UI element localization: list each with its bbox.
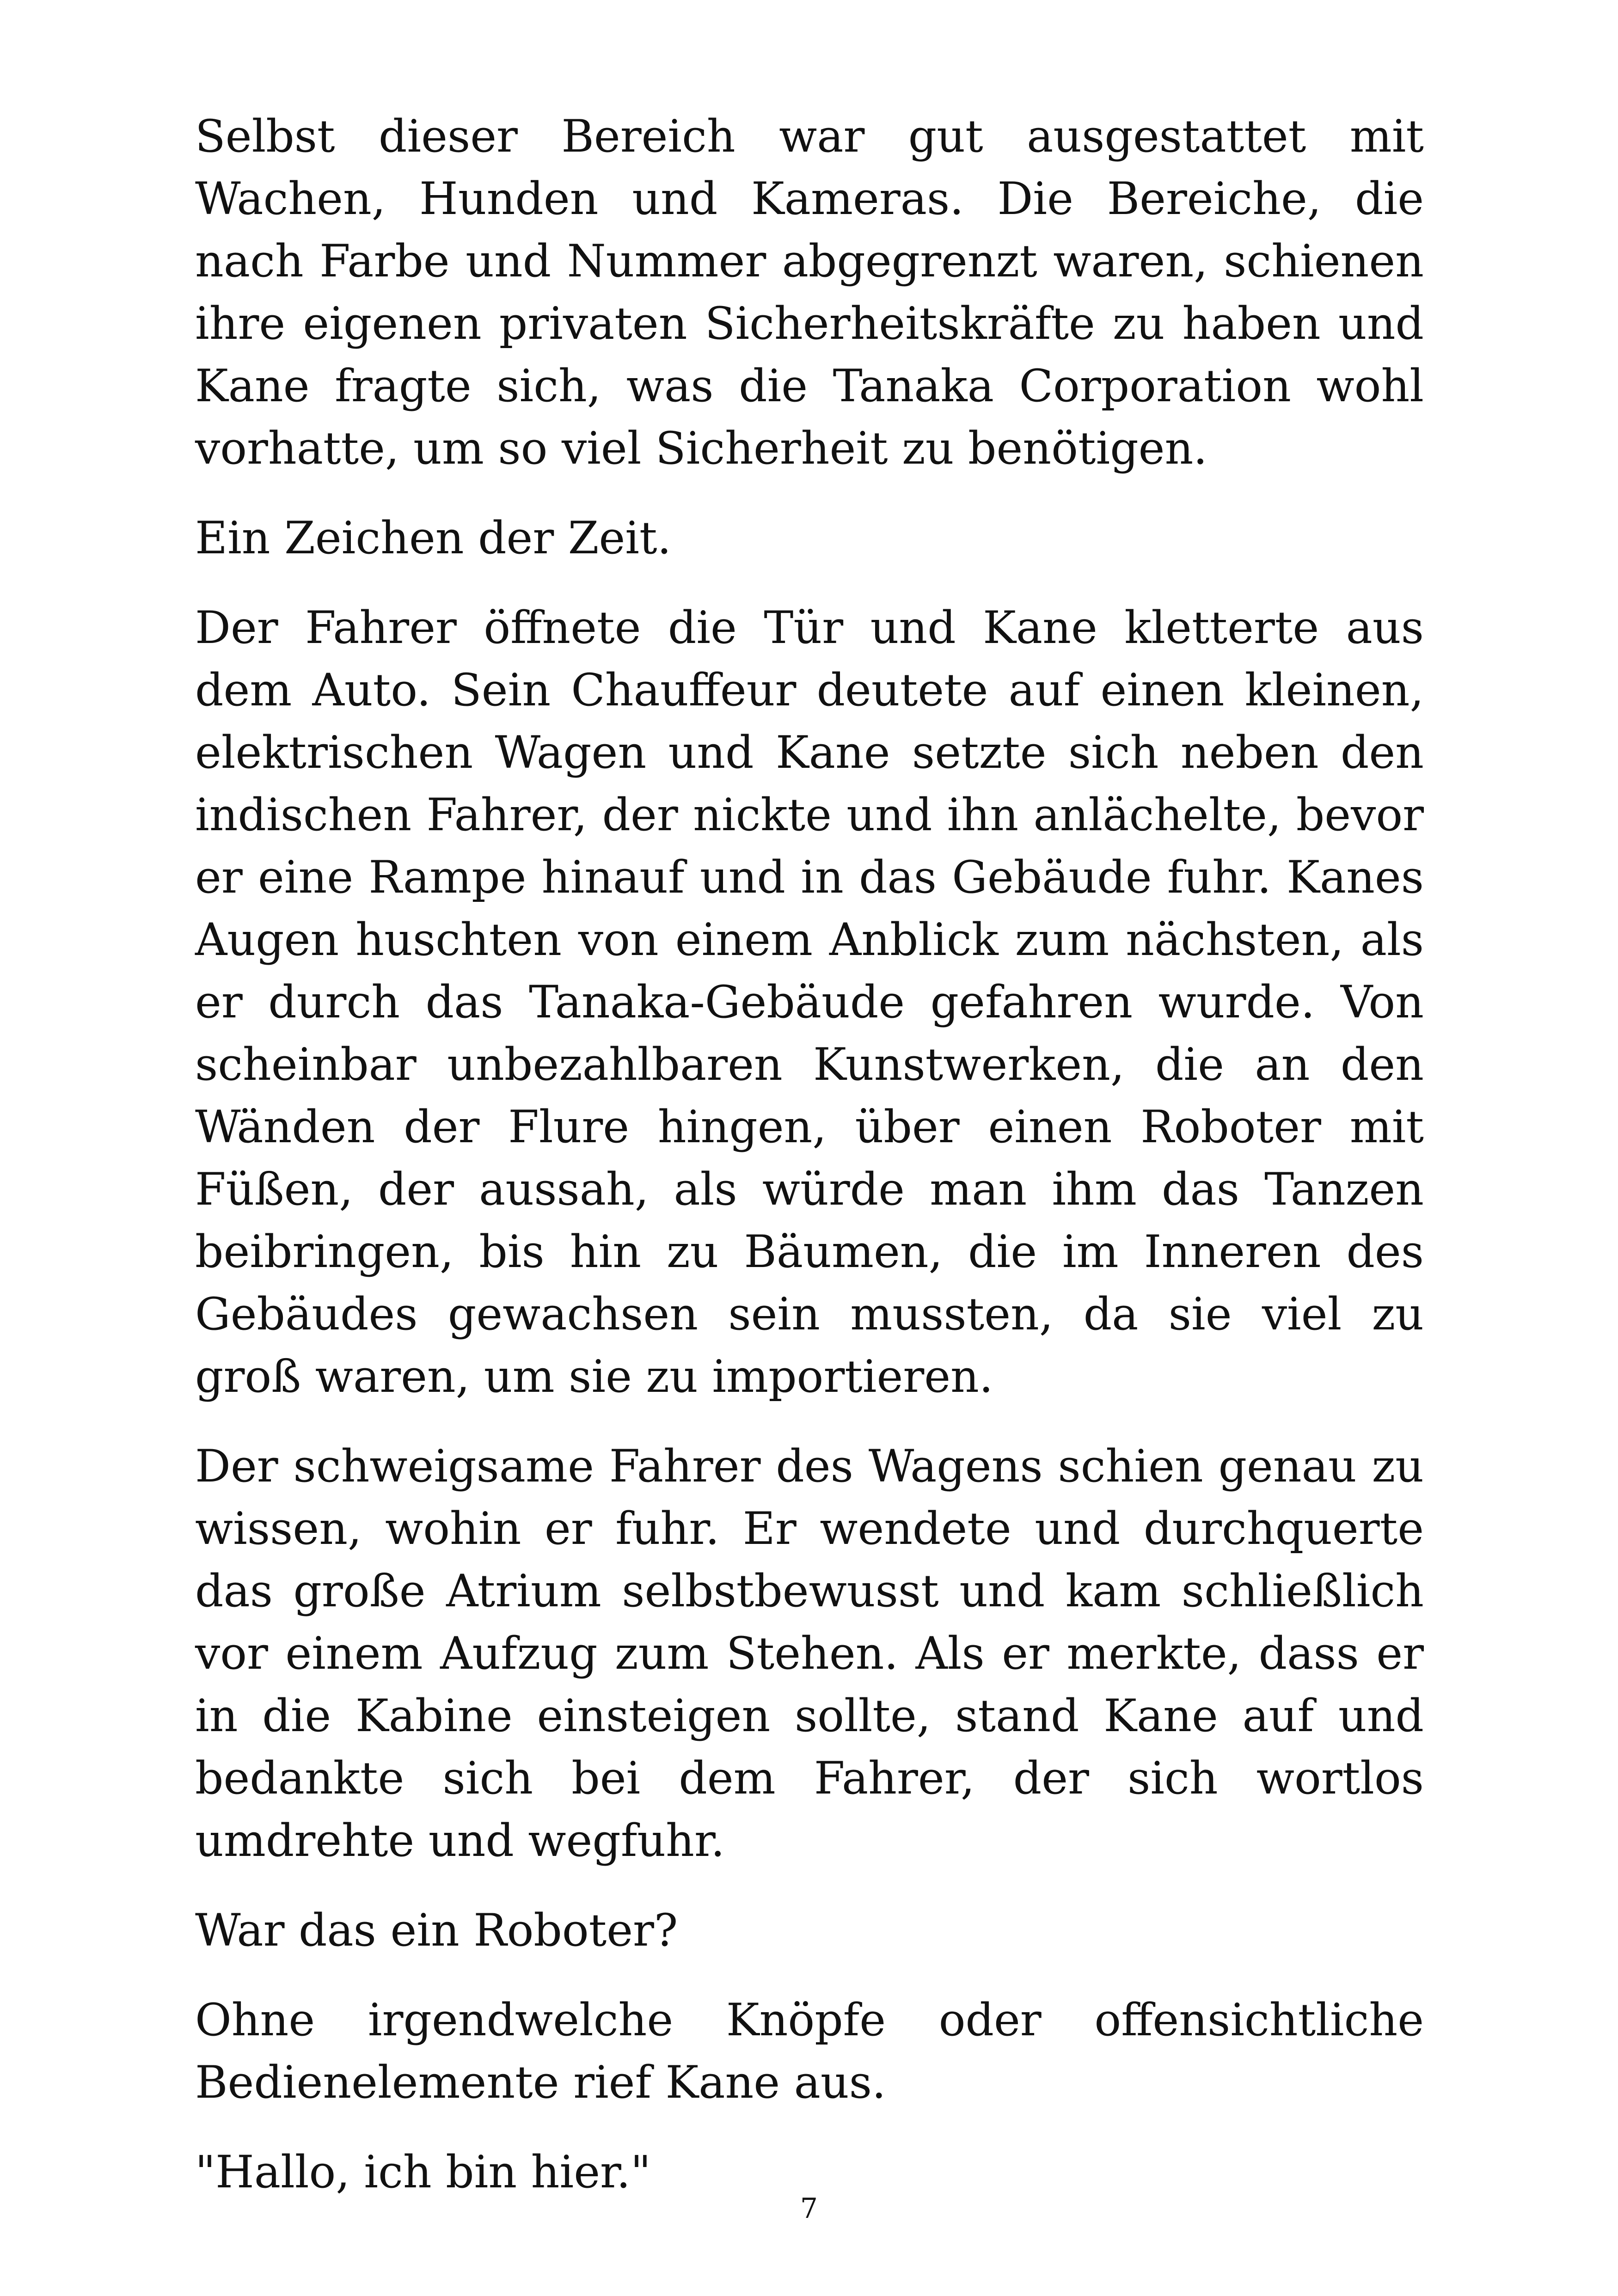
paragraph-security: Selbst dieser Bereich war gut ausgestattet mit Wachen, Hunden und Kameras. Die Bereiche, die nach Farbe und Nummer abgegrenzt waren, schienen ihre eigenen privaten Sicherheitskräfte zu haben und Kane fragte sich, was die Tanaka Corporation wohl vorhatte, um so viel Sicherheit zu benötigen. [195, 110, 1424, 474]
body-text [195, 105, 1424, 2231]
paragraph-driver-arrival: Der Fahrer öffnete die Tür und Kane kletterte aus dem Auto. Sein Chauffeur deutete auf einen kleinen, elektrischen Wagen und Kane setzte sich neben den indischen Fahrer, der nickte und ihn anlächelte, bevor er eine Rampe hinauf und in das Gebäude fuhr. Kanes Augen huschten von einem Anblick zum nächsten, als er durch das Tanaka-Gebäude gefahren wurde. Von scheinbar unbezahlbaren Kunstwerken, die an den Wänden der Flure hingen, über einen Roboter mit Füßen, der aussah, als würde man ihm das Tanzen beibringen, bis hin zu Bäumen, die im Inneren des Gebäudes gewachsen sein mussten, da sie viel zu groß waren, um sie zu importieren. [195, 602, 1424, 1402]
paragraph-no-buttons: Ohne irgendwelche Knöpfe oder offensichtliche Bedienelemente rief Kane aus. [195, 1994, 1424, 2108]
paragraph-sign-of-time: Ein Zeichen der Zeit. [195, 512, 672, 564]
page-number: 7 [800, 2192, 818, 2225]
paragraph-robot-question: War das ein Roboter? [195, 1904, 678, 1956]
paragraph-hello: "Hallo, ich bin hier." [195, 2146, 651, 2198]
paragraph-silent-driver: Der schweigsame Fahrer des Wagens schien genau zu wissen, wohin er fuhr. Er wendete und durchquerte das große Atrium selbstbewusst und kam schließlich vor einem Aufzug zum Stehen. Als er merkte, dass er in die Kabine einsteigen sollte, stand Kane auf und bedankte sich bei dem Fahrer, der sich wortlos umdrehte und wegfuhr. [195, 1440, 1424, 1867]
